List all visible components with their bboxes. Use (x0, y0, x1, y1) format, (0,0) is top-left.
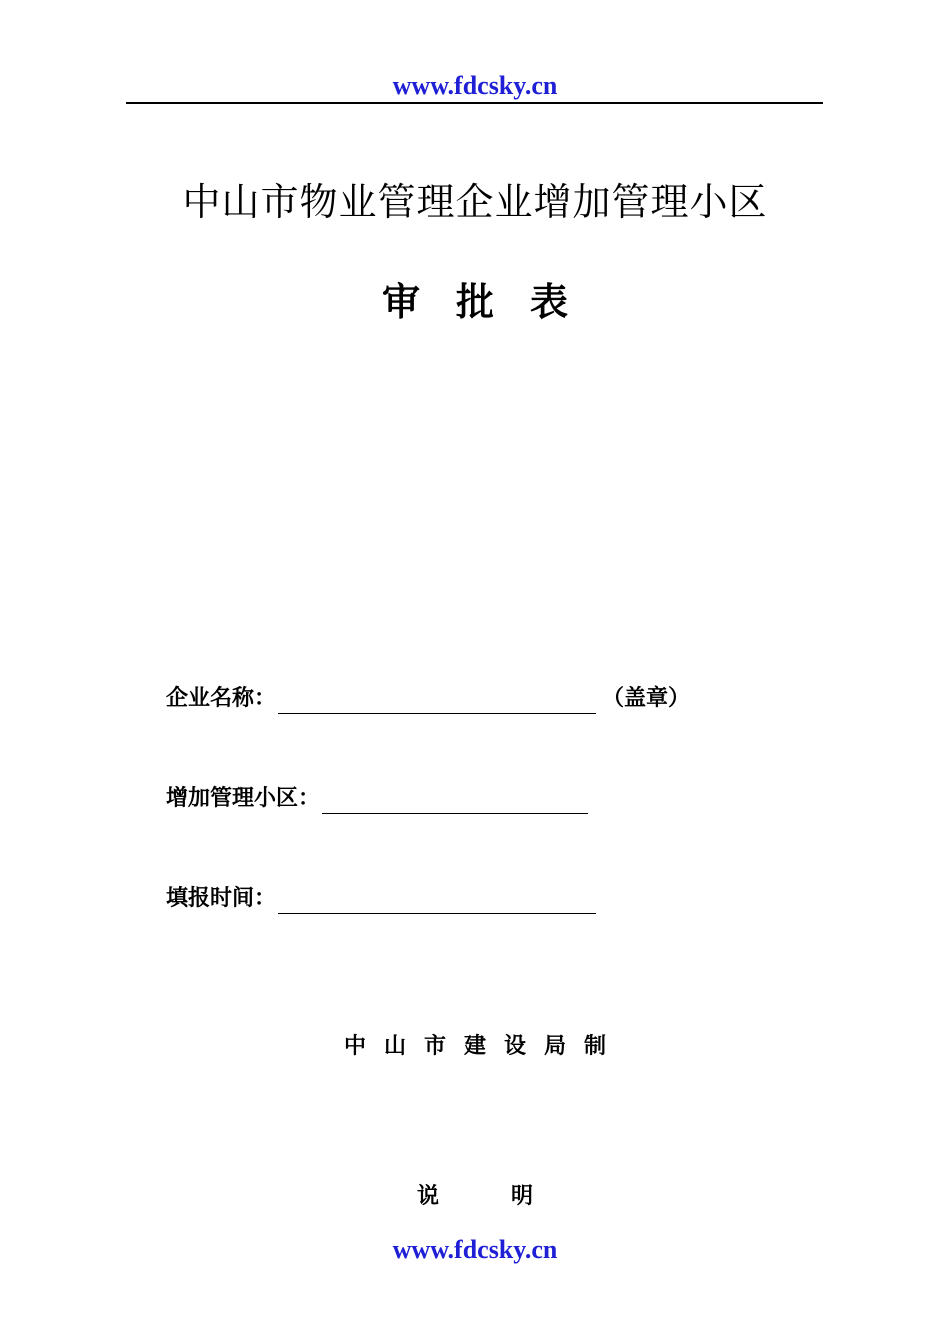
document-title: 中山市物业管理企业增加管理小区 (182, 180, 768, 224)
fill-date-label: 填报时间： (166, 886, 277, 911)
explanation-heading-right: 明 (511, 1184, 534, 1209)
document-subtitle: 审批表 (381, 280, 604, 324)
explanation-heading-left: 说 (416, 1184, 439, 1209)
added-district-row (166, 784, 588, 814)
seal-note: （盖章） (602, 686, 691, 711)
company-name-row (166, 684, 690, 714)
issuer-line: 中山市建设局制 (343, 1034, 624, 1059)
fill-date-row (166, 884, 596, 914)
explanation-heading (0, 1182, 950, 1212)
added-district-label: 增加管理小区： (166, 786, 321, 811)
fill-date-field[interactable] (278, 887, 596, 914)
company-name-label: 企业名称： (166, 686, 277, 711)
footer-website-link[interactable]: www.fdcsky.cn (392, 1235, 558, 1264)
header-divider (126, 102, 823, 104)
company-name-field[interactable] (278, 687, 596, 714)
added-district-field[interactable] (322, 787, 588, 814)
header-website-link[interactable]: www.fdcsky.cn (392, 71, 558, 100)
